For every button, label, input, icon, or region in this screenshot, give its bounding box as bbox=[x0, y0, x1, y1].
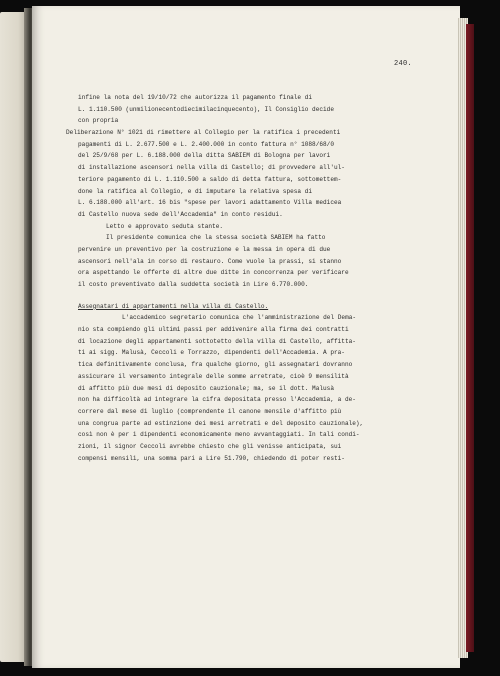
text-line: correre dal mese di luglio (comprendente il canone mensile d'affitto più bbox=[78, 407, 342, 415]
text-line: con propria bbox=[78, 117, 119, 125]
page-number: 240. bbox=[394, 60, 413, 68]
text-line: il costo preventivato dalla suddetta società in Lire 6.770.000. bbox=[78, 281, 309, 288]
left-page-edge bbox=[0, 12, 26, 662]
text-line: L. 1.110.500 (unmilionecentodiecimilacinquecento), Il Consiglio decide bbox=[78, 105, 334, 113]
text-line: infine la nota del 19/10/72 che autorizza il pagamento finale di bbox=[78, 94, 313, 101]
section-heading: Assegnatari di appartamenti nella villa di Castello. bbox=[78, 302, 269, 310]
text-line: assicurare il versamento integrale delle somme arretrate, cioè 9 mensilità bbox=[78, 372, 349, 380]
text-line: L. 6.188.000 all'art. 16 bis "spese per lavori adattamento Villa medicea bbox=[78, 199, 342, 207]
text-line: di affitto più due mesi di deposito cauzionale; ma, se il dott. Malusà bbox=[78, 384, 334, 392]
text-line: di locazione degli appartamenti sottotetto della villa di Castello, affitta- bbox=[78, 337, 356, 345]
text-line: ascensori nell'ala in corso di restauro. Come vuole la prassi, si stanno bbox=[78, 257, 342, 265]
text-line: ti ai sigg. Malusà, Ceccoli e Torrazzo, dipendenti dell'Accademia. A pra- bbox=[78, 349, 345, 357]
text-line: del 25/9/68 per L. 6.188.000 della ditta SABIEM di Bologna per lavori bbox=[78, 152, 331, 160]
text-line: Il presidente comunica che la stessa società SABIEM ha fatto bbox=[106, 234, 326, 242]
text-line: una congrua parte ad estinzione dei mesi arretrati e del deposito cauzionale), bbox=[78, 419, 364, 427]
text-line: compensi mensili, una somma pari a Lire 51.790, chiedendo di poter resti- bbox=[78, 454, 345, 462]
text-line: zioni, il signor Ceccoli avrebbe chiesto che gli venisse anticipata, sui bbox=[78, 442, 342, 450]
text-line: Deliberazione N° 1021 di rimettere al Collegio per la ratifica i precedenti bbox=[66, 129, 341, 137]
text-line: done la ratifica al Collegio, e di imputare la relativa spesa di bbox=[78, 187, 313, 195]
text-line: nio sta compiendo gli ultimi passi per addivenire alla firma dei contratti bbox=[78, 326, 349, 334]
document-body bbox=[66, 92, 450, 464]
text-line: tica definitivamente conclusa, fra qualche giorno, gli assegnatari dovranno bbox=[78, 361, 353, 369]
text-line: di installazione ascensori nella villa di Castello; di provvedere all'ul- bbox=[78, 164, 345, 172]
text-line: teriore pagamento di L. 1.110.500 a saldo di detta fattura, sottomettem- bbox=[78, 175, 342, 183]
text-line: non ha difficoltà ad integrare la cifra depositata presso l'Accademia, a de- bbox=[78, 396, 356, 404]
text-line: ora aspettando le offerte di altre due ditte in concorrenza per verificare bbox=[78, 269, 349, 277]
text-line: Letto e approvato seduta stante. bbox=[106, 222, 224, 230]
text-line: L'accademico segretario comunica che l'amministrazione del Dema- bbox=[122, 314, 357, 322]
text-line: pervenire un preventivo per la costruzione e la messa in opera di due bbox=[78, 245, 331, 253]
text-line: così non è per i dipendenti economicamente meno avvantaggiati. In tali condi- bbox=[78, 431, 360, 439]
book-cover-edge bbox=[466, 24, 474, 652]
text-line: pagamenti di L. 2.677.500 e L. 2.400.000 in conto fattura n° 1088/68/0 bbox=[78, 140, 334, 148]
text-line: di Castello nuova sede dell'Accademia" in conto residui. bbox=[78, 210, 283, 218]
